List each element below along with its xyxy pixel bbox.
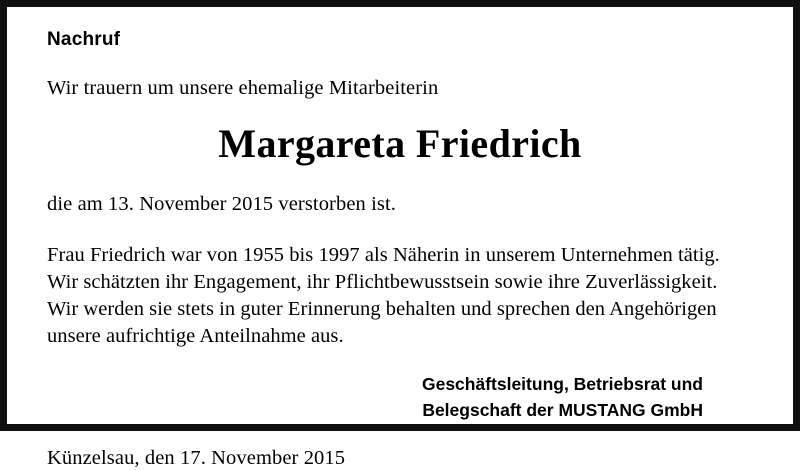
tribute-line: Wir werden sie stets in guter Erinnerung behalten und sprechen den Angehörigen (47, 298, 717, 321)
deceased-name: Margareta Friedrich (218, 121, 582, 166)
place-and-date: Künzelsau, den 17. November 2015 (47, 446, 346, 469)
signature-block (45, 372, 703, 423)
tribute-line: Wir schätzten ihr Engagement, ihr Pflichtbewusstsein sowie ihre Zuverlässigkeit. (47, 271, 718, 294)
death-date-line: die am 13. November 2015 verstorben ist. (47, 193, 397, 215)
tribute-text (47, 242, 755, 350)
tribute-line: unsere aufrichtige Anteilnahme aus. (47, 325, 344, 348)
intro-line: Wir trauern um unsere ehemalige Mitarbeiterin (47, 77, 439, 99)
signature-line: Geschäftsleitung, Betriebsrat und (421, 374, 703, 395)
tribute-line: Frau Friedrich war von 1955 bis 1997 als Näherin in unserem Unternehmen tätig. (47, 244, 720, 266)
notice-heading: Nachruf (47, 29, 121, 50)
signature-line: Belegschaft der MUSTANG GmbH (422, 399, 703, 420)
